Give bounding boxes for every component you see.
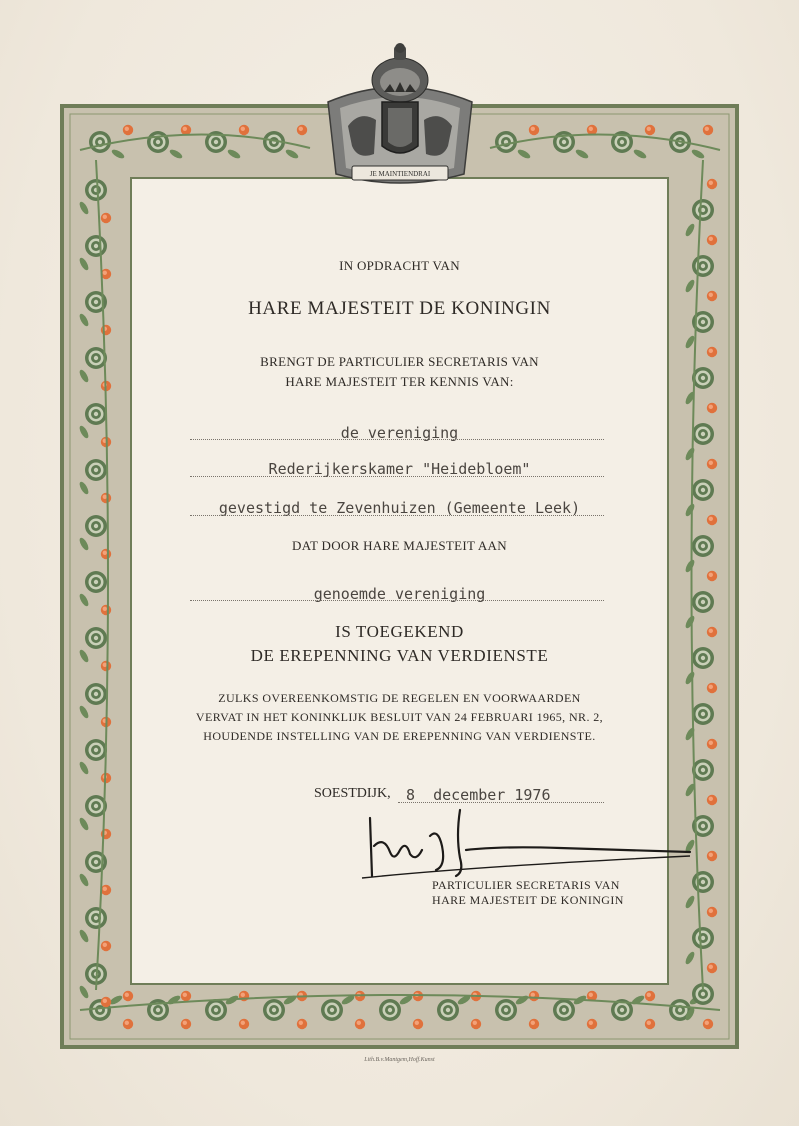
berry-ornament <box>587 1019 597 1029</box>
berry-ornament <box>101 885 111 895</box>
header-line-2: HARE MAJESTEIT DE KONINGIN <box>248 298 551 319</box>
field-association-type: de vereniging <box>340 424 459 442</box>
berry-ornament <box>101 325 111 335</box>
berry-ornament <box>703 125 713 135</box>
berry-ornament <box>529 1019 539 1029</box>
berry-ornament <box>101 605 111 615</box>
rose-ornament <box>379 999 401 1021</box>
berry-ornament <box>123 1019 133 1029</box>
rose-ornament <box>263 999 285 1021</box>
rose-ornament <box>692 199 714 221</box>
berry-ornament <box>707 963 717 973</box>
berry-ornament <box>707 235 717 245</box>
rose-ornament <box>692 759 714 781</box>
rose-ornament <box>205 999 227 1021</box>
berry-ornament <box>297 125 307 135</box>
printer-imprint: Lith.B.v.Mantgem,Hoff.Kunst <box>364 1057 435 1063</box>
berry-ornament <box>703 1019 713 1029</box>
handwritten-signature <box>360 806 700 886</box>
berry-ornament <box>181 1019 191 1029</box>
header-line-1: IN OPDRACHT VAN <box>339 258 460 273</box>
royal-coat-of-arms <box>318 42 482 200</box>
dotted-line <box>190 439 604 440</box>
berry-ornament <box>707 179 717 189</box>
signatory-title-2: HARE MAJESTEIT DE KONINGIN <box>432 893 624 907</box>
berry-ornament <box>123 991 133 1001</box>
rose-ornament <box>147 131 169 153</box>
field-recipient-ref: genoemde vereniging <box>313 585 486 603</box>
berry-ornament <box>297 1019 307 1029</box>
berry-ornament <box>471 1019 481 1029</box>
berry-ornament <box>355 1019 365 1029</box>
berry-ornament <box>707 571 717 581</box>
signature-place: SOESTDIJK, <box>314 786 391 801</box>
berry-ornament <box>239 1019 249 1029</box>
berry-ornament <box>645 991 655 1001</box>
berry-ornament <box>101 997 111 1007</box>
field-association-name: Rederijkerskamer "Heidebloem" <box>268 460 531 478</box>
crest-motto: JE MAINTIENDRAI <box>369 170 431 178</box>
rose-ornament <box>437 999 459 1021</box>
berry-ornament <box>101 941 111 951</box>
berry-ornament <box>707 907 717 917</box>
dotted-line <box>190 515 604 516</box>
dotted-line <box>190 476 604 477</box>
rose-ornament <box>85 179 107 201</box>
rose-ornament <box>89 131 111 153</box>
terms-line-3: HOUDENDE INSTELLING VAN DE EREPENNING VAN VERDIENSTE. <box>203 729 596 743</box>
award-line-2: DE EREPENNING VAN VERDIENSTE <box>250 646 549 665</box>
rose-ornament <box>692 479 714 501</box>
dotted-line <box>190 600 604 601</box>
berry-ornament <box>707 403 717 413</box>
field-location: gevestigd te Zevenhuizen (Gemeente Leek) <box>218 499 581 517</box>
berry-ornament <box>239 125 249 135</box>
body-line-5: DAT DOOR HARE MAJESTEIT AAN <box>292 538 507 553</box>
rose-ornament <box>553 999 575 1021</box>
header-line-3: BRENGT DE PARTICULIER SECRETARIS VAN <box>260 354 539 369</box>
berry-ornament <box>529 125 539 135</box>
rose-ornament <box>85 235 107 257</box>
berry-ornament <box>707 795 717 805</box>
berry-ornament <box>645 125 655 135</box>
berry-ornament <box>413 1019 423 1029</box>
signatory-title-1: PARTICULIER SECRETARIS VAN <box>432 878 620 892</box>
rose-ornament <box>321 999 343 1021</box>
rose-ornament <box>692 927 714 949</box>
berry-ornament <box>645 1019 655 1029</box>
berry-ornament <box>101 213 111 223</box>
dotted-line <box>398 802 604 803</box>
berry-ornament <box>707 851 717 861</box>
rose-ornament <box>85 907 107 929</box>
berry-ornament <box>181 991 191 1001</box>
rose-ornament <box>85 403 107 425</box>
rose-ornament <box>85 515 107 537</box>
terms-line-2: VERVAT IN HET KONINKLIJK BESLUIT VAN 24 FEBRUARI 1965, NR. 2, <box>195 710 604 724</box>
berry-ornament <box>123 125 133 135</box>
header-line-4: HARE MAJESTEIT TER KENNIS VAN: <box>285 374 514 389</box>
signature-date: 8 december 1976 <box>406 786 551 804</box>
rose-ornament <box>495 999 517 1021</box>
berry-ornament <box>529 991 539 1001</box>
award-line-1: IS TOEGEKEND <box>335 622 464 641</box>
rose-ornament <box>85 851 107 873</box>
terms-line-1: ZULKS OVEREENKOMSTIG DE REGELEN EN VOORWAARDEN <box>218 691 581 705</box>
